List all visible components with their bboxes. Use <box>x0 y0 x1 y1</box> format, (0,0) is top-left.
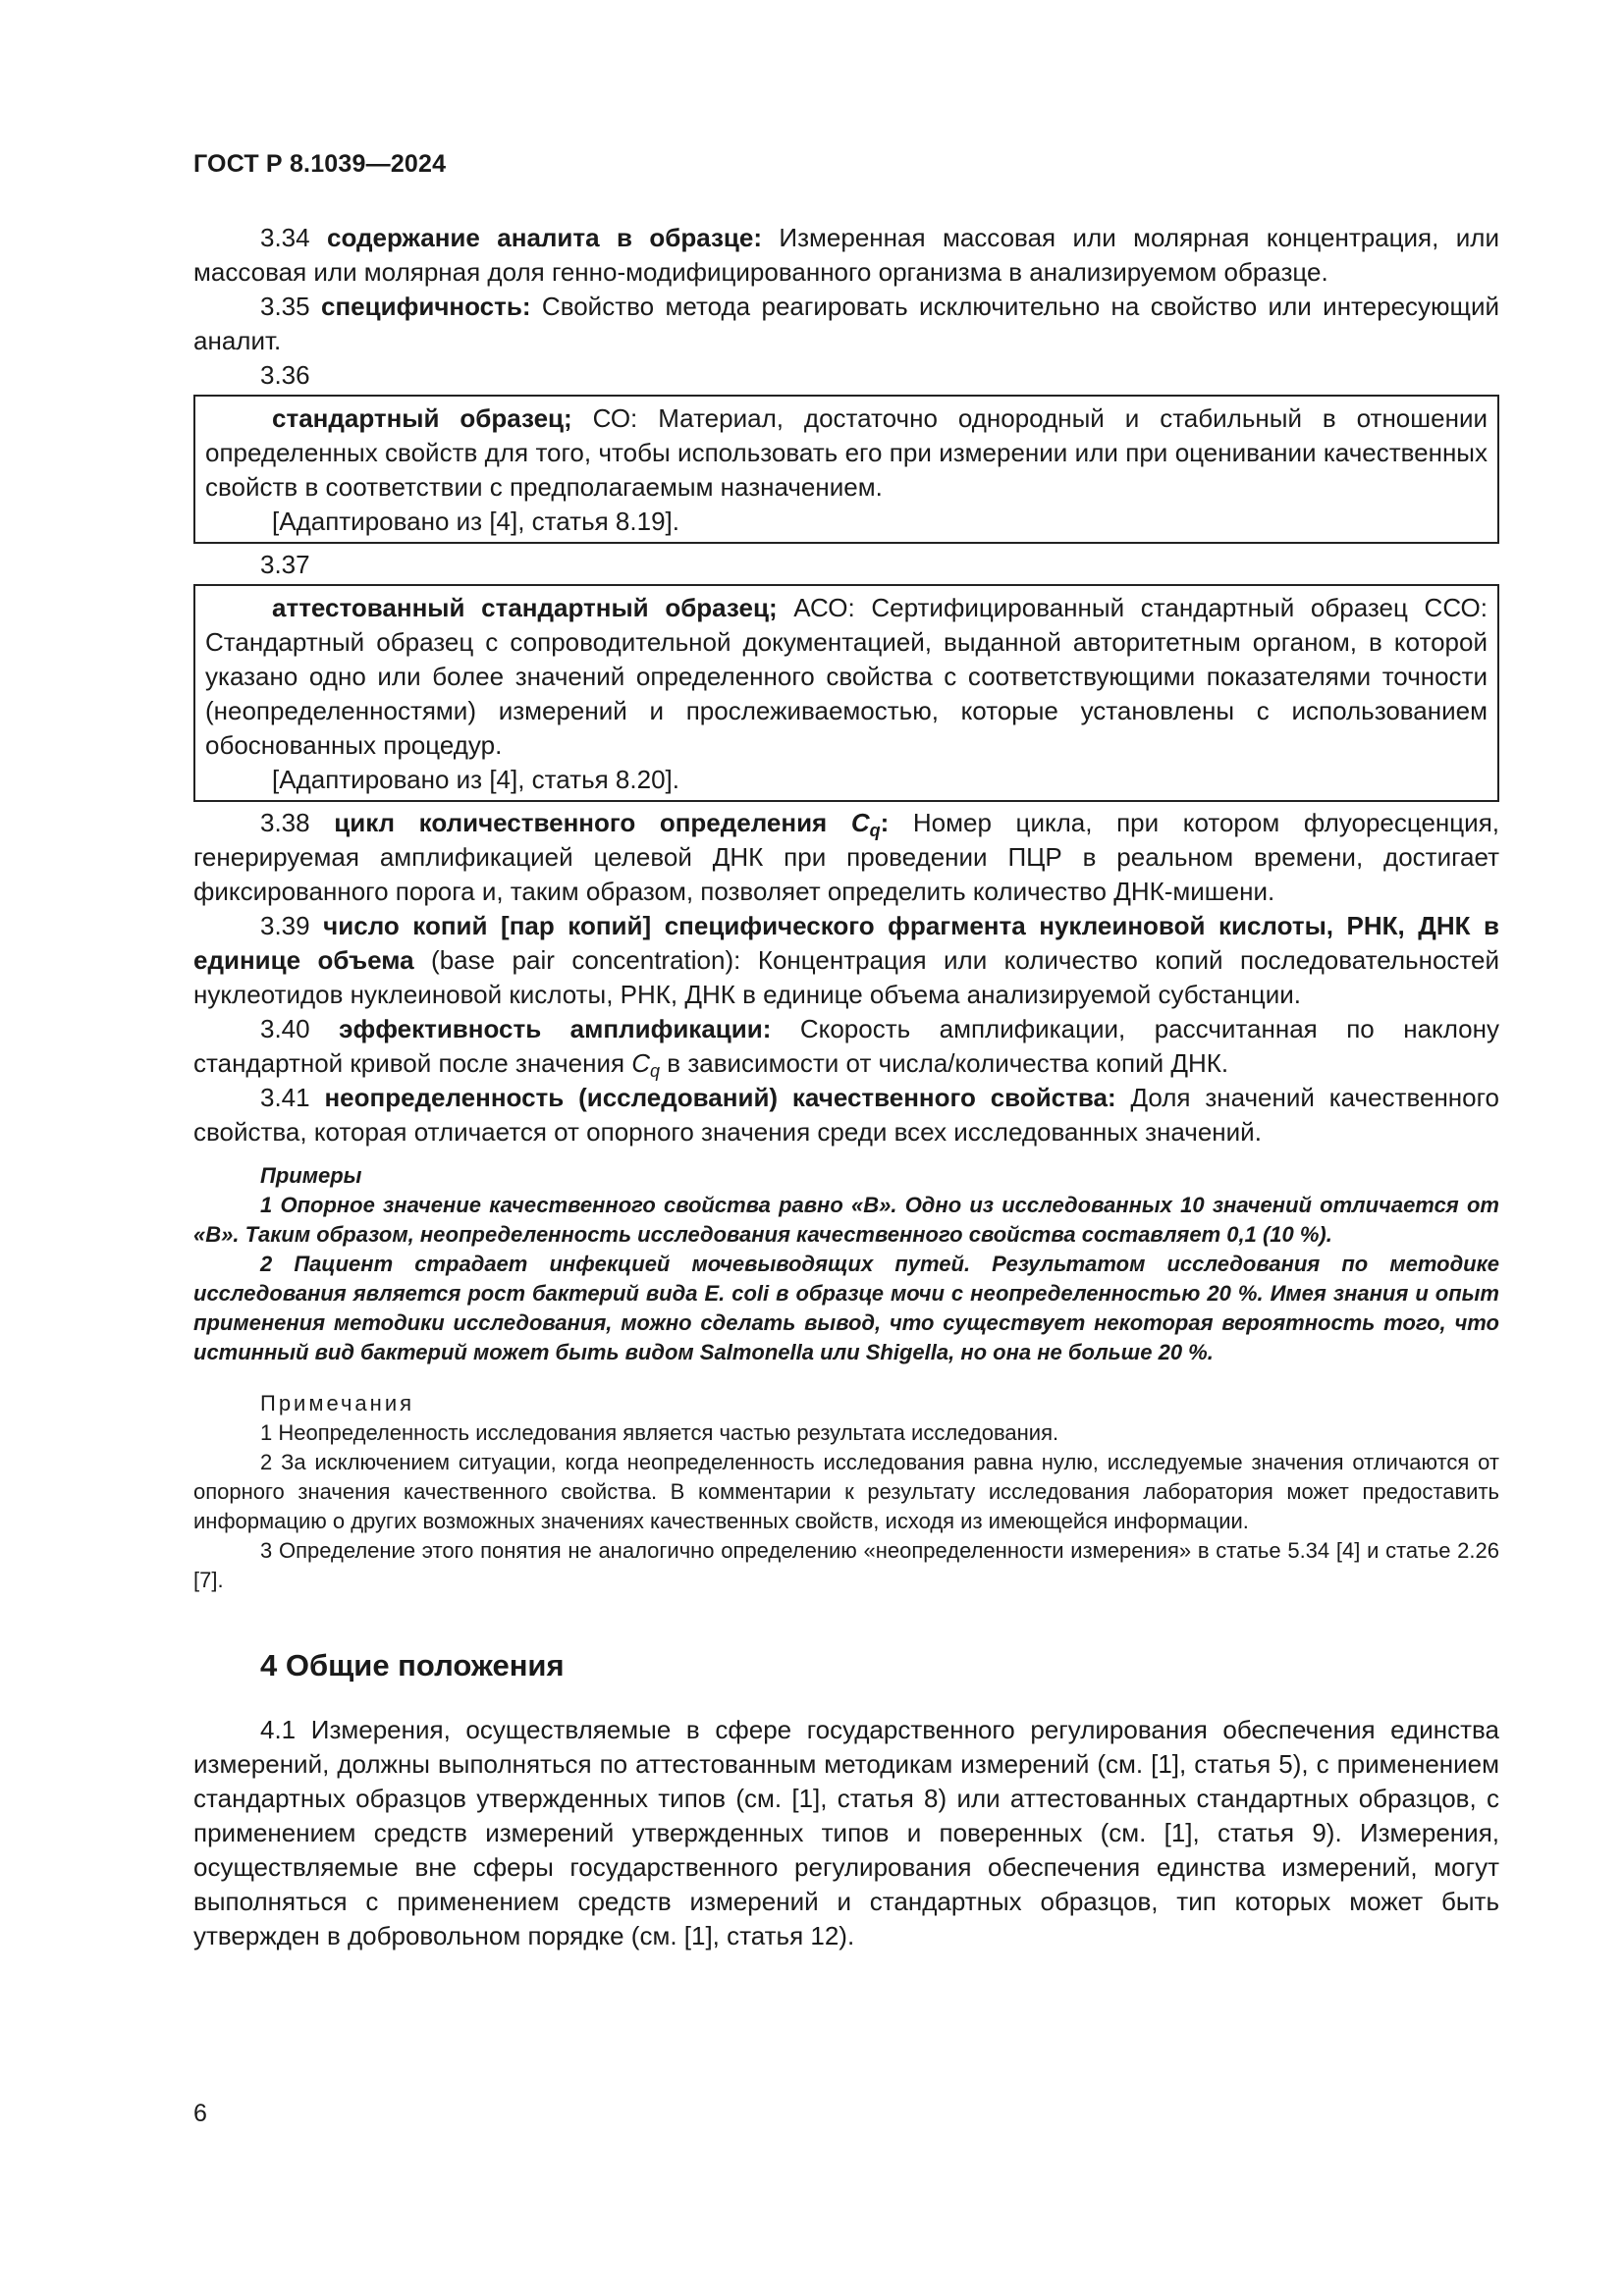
term-definition: Измеренная массовая или молярная концентрация, или массовая или молярная доля генно-модифицированного организма в анализируемом образце. <box>193 223 1499 287</box>
term-box-3-36 <box>193 395 1499 544</box>
document-code-header: ГОСТ Р 8.1039—2024 <box>193 150 447 178</box>
term-3-36: стандартный образец; СО: Материал, достаточно однородный и стабильный в отношении определенных свойств для того, чтобы использовать его при измерении или при оценивании качественных свойств в соответствии с предполагаемым назначением. <box>205 403 1488 502</box>
term-3-34: 3.34 содержание аналита в образце: Измеренная массовая или молярная концентрация, или массовая или молярная доля генно-модифицированного организма в анализируемом образце. <box>193 223 1499 287</box>
term-name: число копий [пар копий] специфического фрагмента нуклеиновой кислоты, РНК, ДНК в единице объема <box>193 911 1499 975</box>
document-body <box>193 221 1499 1953</box>
term-3-40: 3.40 эффективность амплификации: Скорость амплификации, рассчитанная по наклону стандартной кривой после значения $C_q$ в зависимости от числа/количества копий ДНК. <box>193 1014 1500 1081</box>
term-box-3-37 <box>193 584 1499 802</box>
term-name: содержание аналита в образце: <box>327 223 763 252</box>
term-3-41: 3.41 неопределенность (исследований) качественного свойства: Доля значений качественного свойства, которая отличается от опорного значения среди всех исследованных значений. <box>193 1083 1499 1147</box>
page-number: 6 <box>193 2100 207 2127</box>
paragraph-4-1: 4.1 Измерения, осуществляемые в сфере государственного регулирования обеспечения единства измерений, должны выполняться по аттестованным методикам измерений (см. [1], статья 5), с применением стандартных образцов утвержденных типов (см. [1], статья 8) или аттестованных стандартных образцов, с применением средств измерений утвержденных типов и поверенных (см. [1], статья 9). Измерения, осуществляемые вне сферы государственного регулирования обеспечения единства измерений, могут выполняться с применением средств измерений и стандартных образцов, тип которых может быть утвержден в добровольном порядке (см. [1], статья 12). <box>193 1715 1499 1950</box>
term-definition: Концентрация или количество копий последовательностей нуклеотидов нуклеиновой кислоты, РНК, ДНК в единице объема анализируемой субстанции. <box>193 945 1499 1009</box>
example-2: 2 Пациент страдает инфекцией мочевыводящих путей. Результатом исследования по методике исследования является рост бактерий вида E. coli в образце мочи с неопределенностью 20 %. Имея знания и опыт применения методики исследования, можно сделать вывод, что существует некоторая вероятность того, что истинный вид бактерий может быть видом Salmonella или Shigella, но она не больше 20 %. <box>193 1252 1499 1364</box>
term-definition: Доля значений качественного свойства, которая отличается от опорного значения среди всех исследованных значений. <box>193 1083 1499 1147</box>
term-3-35: 3.35 специфичность: Свойство метода реагировать исключительно на свойство или интересующий аналит. <box>193 292 1499 355</box>
examples-block <box>193 1161 1499 1367</box>
term-definition: Сертифицированный стандартный образец ССО: Стандартный образец с сопроводительной документацией, выданной авторитетным органом, в которой указано одно или более значений определенного свойства с соответствующими показателями точности (неопределенностями) измерений и прослеживаемостью, которые установлены с использованием обоснованных процедур. <box>205 593 1488 760</box>
term-name: стандартный образец; <box>272 403 572 433</box>
term-source: [Адаптировано из [4], статья 8.20]. <box>272 765 679 794</box>
note-1: 1 Неопределенность исследования является частью результата исследования. <box>260 1420 1059 1445</box>
term-3-39: 3.39 число копий [пар копий] специфического фрагмента нуклеиновой кислоты, РНК, ДНК в единице объема (base pair concentration): Концентрация или количество копий последовательностей нуклеотидов нуклеиновой кислоты, РНК, ДНК в единице объема анализируемой субстанции. <box>193 911 1499 1009</box>
term-definition: Свойство метода реагировать исключительно на свойство или интересующий аналит. <box>193 292 1499 355</box>
term-name: неопределенность (исследований) качественного свойства: <box>324 1083 1116 1112</box>
term-number-3-37: 3.37 <box>260 550 310 579</box>
term-name: специфичность: <box>321 292 531 321</box>
term-number-3-36: 3.36 <box>260 360 310 390</box>
section-4-title: 4 Общие положения <box>260 1648 565 1682</box>
term-3-37: аттестованный стандартный образец; АСО: Сертифицированный стандартный образец ССО: Стандартный образец с сопроводительной документацией, выданной авторитетным органом, в которой указано одно или более значений определенного свойства с соответствующими показателями точности (неопределенностями) измерений и прослеживаемостью, которые установлены с использованием обоснованных процедур. <box>205 593 1488 760</box>
example-1: 1 Опорное значение качественного свойства равно «В». Одно из исследованных 10 значений отличается от «В». Таким образом, неопределенность исследования качественного свойства составляет 0,1 (10 %). <box>193 1193 1499 1247</box>
note-2: 2 За исключением ситуации, когда неопределенность исследования равна нулю, исследуемые значения отличаются от опорного значения качественного свойства. В комментарии к результату исследования лаборатория может предоставить информацию о других возможных значениях качественных свойств, исходя из имеющейся информации. <box>193 1450 1499 1533</box>
examples-title: Примеры <box>260 1163 362 1188</box>
term-definition: Номер цикла, при котором флуоресценция, генерируемая амплификацией целевой ДНК при проведении ПЦР в реальном времени, достигает фиксированного порога и, таким образом, позволяет определить количество ДНК-мишени. <box>193 808 1500 906</box>
term-name: аттестованный стандартный образец; <box>272 593 778 622</box>
notes-block <box>193 1389 1499 1595</box>
term-definition: Материал, достаточно однородный и стабильный в отношении определенных свойств для того, чтобы использовать его при измерении или при оценивании качественных свойств в соответствии с предполагаемым назначением. <box>205 403 1488 502</box>
term-name: цикл количественного определения $C_q$: <box>334 808 890 840</box>
term-3-38: 3.38 цикл количественного определения $C_q$: Номер цикла, при котором флуоресценция, генерируемая амплификацией целевой ДНК при проведении ПЦР в реальном времени, достигает фиксированного порога и, таким образом, позволяет определить количество ДНК-мишени. <box>193 808 1500 906</box>
note-3: 3 Определение этого понятия не аналогично определению «неопределенности измерения» в статье 5.34 [4] и статье 2.26 [7]. <box>193 1538 1499 1592</box>
term-name: эффективность амплификации: <box>339 1014 772 1043</box>
term-source: [Адаптировано из [4], статья 8.19]. <box>272 507 679 536</box>
notes-title: Примечания <box>260 1391 415 1415</box>
